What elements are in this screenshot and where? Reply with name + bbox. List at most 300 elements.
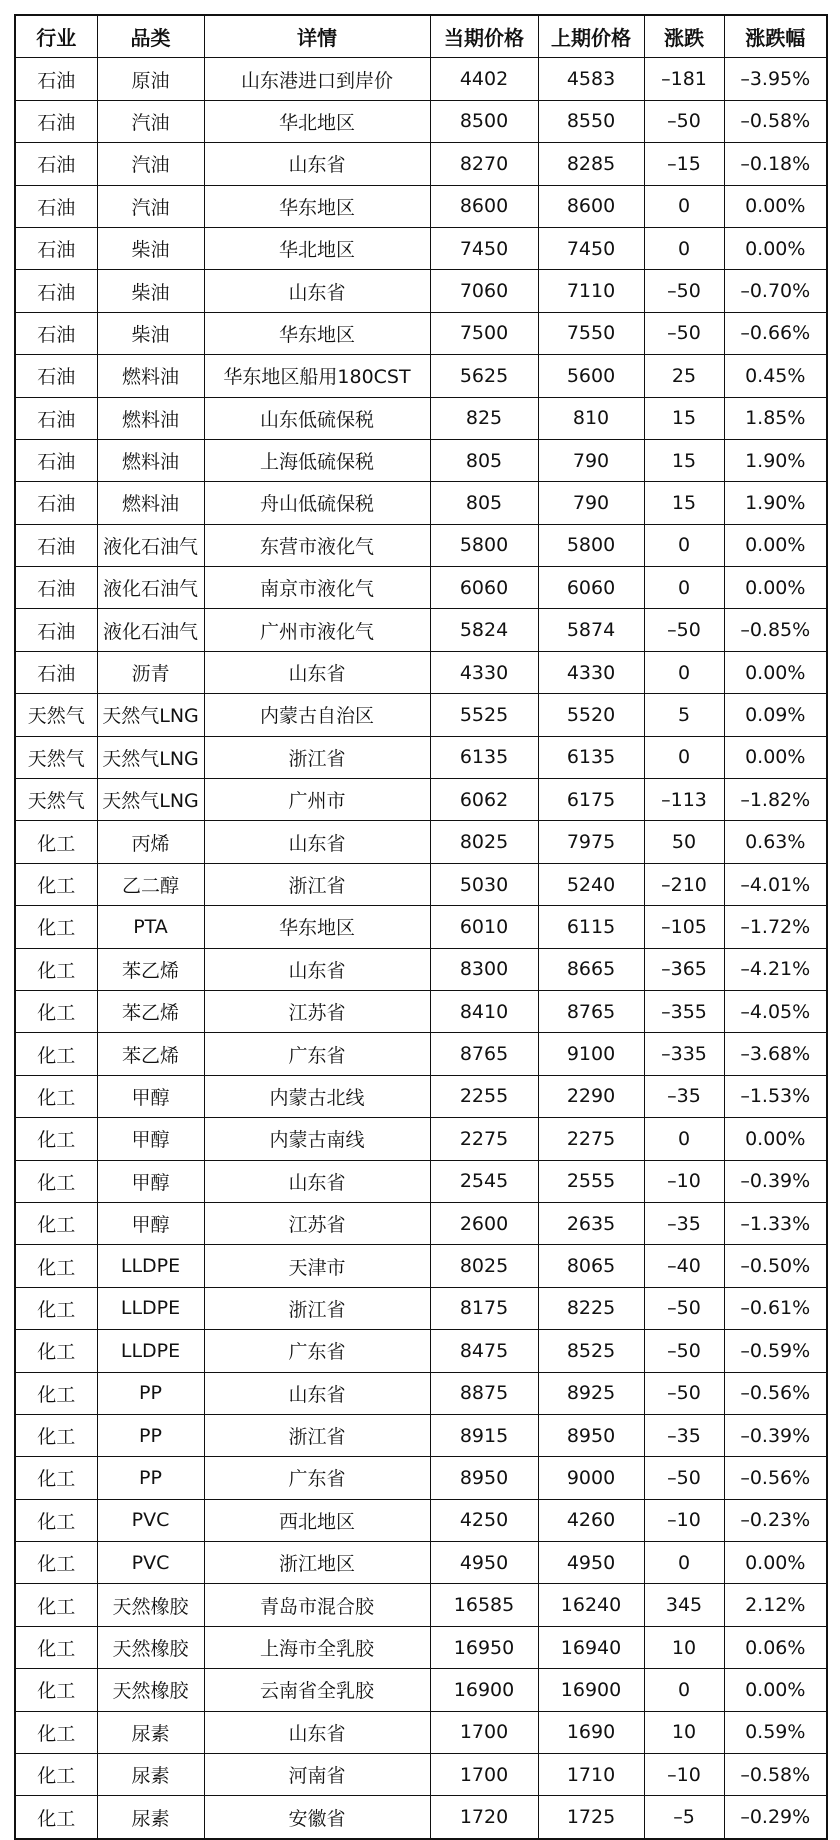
cell-current-price: 2600 xyxy=(430,1202,538,1244)
cell-detail: 江苏省 xyxy=(204,1202,430,1244)
table-row xyxy=(15,58,827,100)
cell-detail: 内蒙古南线 xyxy=(204,1118,430,1160)
cell-previous-price: 16240 xyxy=(538,1584,644,1626)
cell-category: 天然气LNG xyxy=(97,736,204,778)
cell-detail: 江苏省 xyxy=(204,990,430,1032)
cell-change: 0 xyxy=(644,567,724,609)
cell-previous-price: 6135 xyxy=(538,736,644,778)
header-detail: 详情 xyxy=(204,15,430,58)
table-row xyxy=(15,1330,827,1372)
price-table xyxy=(14,14,828,1840)
cell-detail: 南京市液化气 xyxy=(204,567,430,609)
cell-current-price: 16900 xyxy=(430,1669,538,1711)
table-row xyxy=(15,1118,827,1160)
table-row xyxy=(15,1033,827,1075)
cell-change-percent: –0.61% xyxy=(724,1287,827,1329)
cell-previous-price: 8665 xyxy=(538,948,644,990)
table-row xyxy=(15,439,827,481)
cell-change-percent: –3.95% xyxy=(724,58,827,100)
cell-change-percent: 0.00% xyxy=(724,651,827,693)
table-row xyxy=(15,694,827,736)
cell-category: 汽油 xyxy=(97,185,204,227)
cell-current-price: 8600 xyxy=(430,185,538,227)
cell-change-percent: 0.00% xyxy=(724,227,827,269)
cell-change-percent: –0.59% xyxy=(724,1330,827,1372)
cell-category: 液化石油气 xyxy=(97,524,204,566)
cell-industry: 化工 xyxy=(15,1499,97,1541)
cell-detail: 广东省 xyxy=(204,1330,430,1372)
cell-detail: 浙江省 xyxy=(204,1414,430,1456)
cell-change: –50 xyxy=(644,1287,724,1329)
cell-current-price: 7500 xyxy=(430,312,538,354)
cell-change-percent: –1.72% xyxy=(724,906,827,948)
cell-industry: 化工 xyxy=(15,1414,97,1456)
cell-change-percent: –0.70% xyxy=(724,270,827,312)
cell-previous-price: 9000 xyxy=(538,1457,644,1499)
header-change: 涨跌 xyxy=(644,15,724,58)
cell-previous-price: 16900 xyxy=(538,1669,644,1711)
header-current-price: 当期价格 xyxy=(430,15,538,58)
cell-change: –50 xyxy=(644,270,724,312)
cell-change: –50 xyxy=(644,312,724,354)
cell-industry: 石油 xyxy=(15,227,97,269)
cell-change: 0 xyxy=(644,1669,724,1711)
header-industry: 行业 xyxy=(15,15,97,58)
cell-current-price: 8875 xyxy=(430,1372,538,1414)
cell-category: 乙二醇 xyxy=(97,863,204,905)
cell-category: 天然气LNG xyxy=(97,779,204,821)
cell-previous-price: 2275 xyxy=(538,1118,644,1160)
cell-industry: 化工 xyxy=(15,1330,97,1372)
cell-current-price: 6062 xyxy=(430,779,538,821)
cell-industry: 化工 xyxy=(15,1118,97,1160)
cell-change: –113 xyxy=(644,779,724,821)
cell-current-price: 6060 xyxy=(430,567,538,609)
cell-detail: 内蒙古自治区 xyxy=(204,694,430,736)
cell-previous-price: 8285 xyxy=(538,143,644,185)
cell-current-price: 5800 xyxy=(430,524,538,566)
cell-detail: 山东省 xyxy=(204,1711,430,1753)
cell-change: –355 xyxy=(644,990,724,1032)
cell-industry: 化工 xyxy=(15,863,97,905)
cell-detail: 山东省 xyxy=(204,948,430,990)
cell-category: 丙烯 xyxy=(97,821,204,863)
cell-change: –35 xyxy=(644,1075,724,1117)
cell-change-percent: 0.00% xyxy=(724,1118,827,1160)
cell-previous-price: 8550 xyxy=(538,100,644,142)
cell-current-price: 1700 xyxy=(430,1711,538,1753)
cell-detail: 上海低硫保税 xyxy=(204,439,430,481)
cell-change-percent: 1.90% xyxy=(724,482,827,524)
cell-industry: 石油 xyxy=(15,270,97,312)
cell-industry: 石油 xyxy=(15,524,97,566)
cell-industry: 化工 xyxy=(15,1542,97,1584)
cell-category: 柴油 xyxy=(97,270,204,312)
cell-category: 甲醇 xyxy=(97,1118,204,1160)
cell-change-percent: 1.90% xyxy=(724,439,827,481)
cell-change-percent: –4.21% xyxy=(724,948,827,990)
cell-previous-price: 7550 xyxy=(538,312,644,354)
cell-category: 液化石油气 xyxy=(97,609,204,651)
cell-change-percent: –3.68% xyxy=(724,1033,827,1075)
cell-previous-price: 6115 xyxy=(538,906,644,948)
cell-previous-price: 4260 xyxy=(538,1499,644,1541)
cell-industry: 化工 xyxy=(15,906,97,948)
cell-current-price: 5030 xyxy=(430,863,538,905)
cell-detail: 安徽省 xyxy=(204,1796,430,1839)
table-row xyxy=(15,1245,827,1287)
table-row xyxy=(15,1711,827,1753)
cell-industry: 石油 xyxy=(15,58,97,100)
cell-industry: 天然气 xyxy=(15,736,97,778)
cell-previous-price: 5240 xyxy=(538,863,644,905)
cell-change: –50 xyxy=(644,1330,724,1372)
cell-current-price: 4950 xyxy=(430,1542,538,1584)
cell-industry: 石油 xyxy=(15,439,97,481)
cell-industry: 化工 xyxy=(15,1711,97,1753)
cell-previous-price: 7110 xyxy=(538,270,644,312)
cell-current-price: 8025 xyxy=(430,1245,538,1287)
cell-industry: 化工 xyxy=(15,990,97,1032)
cell-category: 甲醇 xyxy=(97,1202,204,1244)
cell-category: LLDPE xyxy=(97,1245,204,1287)
cell-detail: 广州市液化气 xyxy=(204,609,430,651)
cell-detail: 山东省 xyxy=(204,270,430,312)
header-previous-price: 上期价格 xyxy=(538,15,644,58)
cell-change-percent: 0.63% xyxy=(724,821,827,863)
cell-detail: 青岛市混合胶 xyxy=(204,1584,430,1626)
cell-category: 尿素 xyxy=(97,1711,204,1753)
cell-previous-price: 790 xyxy=(538,439,644,481)
cell-change-percent: –0.50% xyxy=(724,1245,827,1287)
cell-change: –50 xyxy=(644,1457,724,1499)
cell-category: PP xyxy=(97,1372,204,1414)
cell-change: 50 xyxy=(644,821,724,863)
cell-industry: 化工 xyxy=(15,948,97,990)
cell-change-percent: 0.00% xyxy=(724,1542,827,1584)
cell-previous-price: 5800 xyxy=(538,524,644,566)
cell-detail: 华北地区 xyxy=(204,100,430,142)
cell-previous-price: 4583 xyxy=(538,58,644,100)
cell-category: 汽油 xyxy=(97,100,204,142)
cell-change-percent: 0.00% xyxy=(724,185,827,227)
cell-current-price: 805 xyxy=(430,482,538,524)
cell-current-price: 8025 xyxy=(430,821,538,863)
cell-change-percent: 0.59% xyxy=(724,1711,827,1753)
cell-current-price: 6135 xyxy=(430,736,538,778)
cell-change: –5 xyxy=(644,1796,724,1839)
table-row xyxy=(15,948,827,990)
cell-current-price: 2255 xyxy=(430,1075,538,1117)
cell-change: –35 xyxy=(644,1414,724,1456)
cell-category: 燃料油 xyxy=(97,439,204,481)
table-row xyxy=(15,227,827,269)
cell-change-percent: –0.85% xyxy=(724,609,827,651)
cell-change: 10 xyxy=(644,1711,724,1753)
table-row xyxy=(15,1075,827,1117)
cell-detail: 华东地区 xyxy=(204,185,430,227)
cell-previous-price: 7975 xyxy=(538,821,644,863)
cell-detail: 浙江省 xyxy=(204,863,430,905)
cell-previous-price: 1725 xyxy=(538,1796,644,1839)
cell-change: –181 xyxy=(644,58,724,100)
table-row xyxy=(15,1202,827,1244)
cell-detail: 山东低硫保税 xyxy=(204,397,430,439)
cell-industry: 石油 xyxy=(15,355,97,397)
cell-change-percent: –0.58% xyxy=(724,100,827,142)
cell-current-price: 4402 xyxy=(430,58,538,100)
cell-detail: 华东地区船用180CST xyxy=(204,355,430,397)
cell-category: PP xyxy=(97,1414,204,1456)
cell-category: 天然橡胶 xyxy=(97,1626,204,1668)
table-row xyxy=(15,906,827,948)
cell-previous-price: 8600 xyxy=(538,185,644,227)
table-row xyxy=(15,651,827,693)
cell-change: 0 xyxy=(644,227,724,269)
cell-industry: 石油 xyxy=(15,609,97,651)
cell-change: –210 xyxy=(644,863,724,905)
table-row xyxy=(15,779,827,821)
cell-current-price: 4330 xyxy=(430,651,538,693)
cell-detail: 山东省 xyxy=(204,821,430,863)
cell-previous-price: 9100 xyxy=(538,1033,644,1075)
cell-previous-price: 4330 xyxy=(538,651,644,693)
cell-change-percent: 1.85% xyxy=(724,397,827,439)
table-row xyxy=(15,1542,827,1584)
cell-industry: 石油 xyxy=(15,312,97,354)
cell-industry: 化工 xyxy=(15,1202,97,1244)
cell-change-percent: –0.39% xyxy=(724,1160,827,1202)
table-row xyxy=(15,1414,827,1456)
cell-current-price: 1700 xyxy=(430,1754,538,1796)
header-category: 品类 xyxy=(97,15,204,58)
table-row xyxy=(15,100,827,142)
table-row xyxy=(15,143,827,185)
cell-industry: 石油 xyxy=(15,185,97,227)
table-row xyxy=(15,736,827,778)
cell-industry: 天然气 xyxy=(15,779,97,821)
cell-change: –105 xyxy=(644,906,724,948)
cell-current-price: 16950 xyxy=(430,1626,538,1668)
cell-change-percent: –0.18% xyxy=(724,143,827,185)
cell-current-price: 825 xyxy=(430,397,538,439)
cell-change-percent: 0.06% xyxy=(724,1626,827,1668)
cell-change-percent: 0.00% xyxy=(724,736,827,778)
cell-category: 尿素 xyxy=(97,1796,204,1839)
table-row xyxy=(15,1754,827,1796)
cell-category: 柴油 xyxy=(97,227,204,269)
cell-current-price: 8410 xyxy=(430,990,538,1032)
header-change-percent: 涨跌幅 xyxy=(724,15,827,58)
cell-change-percent: –0.66% xyxy=(724,312,827,354)
cell-previous-price: 8765 xyxy=(538,990,644,1032)
cell-change: 0 xyxy=(644,651,724,693)
table-row xyxy=(15,1499,827,1541)
cell-detail: 舟山低硫保税 xyxy=(204,482,430,524)
cell-industry: 化工 xyxy=(15,821,97,863)
table-row xyxy=(15,270,827,312)
cell-detail: 河南省 xyxy=(204,1754,430,1796)
cell-change: –50 xyxy=(644,609,724,651)
cell-detail: 东营市液化气 xyxy=(204,524,430,566)
cell-change-percent: 0.00% xyxy=(724,1669,827,1711)
cell-category: 天然气LNG xyxy=(97,694,204,736)
table-row xyxy=(15,355,827,397)
cell-category: 天然橡胶 xyxy=(97,1584,204,1626)
cell-change: 15 xyxy=(644,482,724,524)
cell-previous-price: 2290 xyxy=(538,1075,644,1117)
cell-category: 燃料油 xyxy=(97,397,204,439)
cell-change-percent: 0.00% xyxy=(724,567,827,609)
cell-change: –365 xyxy=(644,948,724,990)
cell-detail: 山东港进口到岸价 xyxy=(204,58,430,100)
cell-previous-price: 6175 xyxy=(538,779,644,821)
cell-current-price: 5824 xyxy=(430,609,538,651)
cell-change-percent: –0.39% xyxy=(724,1414,827,1456)
cell-industry: 石油 xyxy=(15,397,97,439)
cell-previous-price: 5600 xyxy=(538,355,644,397)
cell-industry: 石油 xyxy=(15,651,97,693)
cell-current-price: 5525 xyxy=(430,694,538,736)
table-row xyxy=(15,397,827,439)
table-row xyxy=(15,185,827,227)
cell-change: –10 xyxy=(644,1754,724,1796)
cell-current-price: 805 xyxy=(430,439,538,481)
cell-current-price: 8500 xyxy=(430,100,538,142)
table-row xyxy=(15,482,827,524)
cell-change: –35 xyxy=(644,1202,724,1244)
cell-detail: 天津市 xyxy=(204,1245,430,1287)
table-row xyxy=(15,863,827,905)
cell-current-price: 8270 xyxy=(430,143,538,185)
cell-change-percent: –4.01% xyxy=(724,863,827,905)
cell-current-price: 8475 xyxy=(430,1330,538,1372)
table-row xyxy=(15,312,827,354)
cell-category: 天然橡胶 xyxy=(97,1669,204,1711)
cell-detail: 浙江地区 xyxy=(204,1542,430,1584)
cell-detail: 广州市 xyxy=(204,779,430,821)
table-row xyxy=(15,1287,827,1329)
price-table-container xyxy=(14,14,826,1840)
cell-detail: 华北地区 xyxy=(204,227,430,269)
cell-previous-price: 790 xyxy=(538,482,644,524)
cell-category: 汽油 xyxy=(97,143,204,185)
cell-detail: 山东省 xyxy=(204,651,430,693)
cell-category: 燃料油 xyxy=(97,355,204,397)
cell-previous-price: 2635 xyxy=(538,1202,644,1244)
table-row xyxy=(15,524,827,566)
cell-detail: 山东省 xyxy=(204,1160,430,1202)
table-row xyxy=(15,567,827,609)
cell-category: 液化石油气 xyxy=(97,567,204,609)
cell-previous-price: 810 xyxy=(538,397,644,439)
cell-industry: 石油 xyxy=(15,143,97,185)
table-body xyxy=(15,58,827,1839)
cell-change-percent: 0.09% xyxy=(724,694,827,736)
header-row xyxy=(15,15,827,58)
cell-previous-price: 16940 xyxy=(538,1626,644,1668)
cell-category: 燃料油 xyxy=(97,482,204,524)
cell-change-percent: –1.33% xyxy=(724,1202,827,1244)
cell-change: 25 xyxy=(644,355,724,397)
cell-change: 0 xyxy=(644,185,724,227)
cell-detail: 云南省全乳胶 xyxy=(204,1669,430,1711)
cell-change-percent: –0.56% xyxy=(724,1372,827,1414)
cell-industry: 化工 xyxy=(15,1245,97,1287)
cell-change: 0 xyxy=(644,736,724,778)
cell-current-price: 8765 xyxy=(430,1033,538,1075)
cell-industry: 化工 xyxy=(15,1754,97,1796)
cell-change-percent: –1.82% xyxy=(724,779,827,821)
table-row xyxy=(15,821,827,863)
cell-change: –10 xyxy=(644,1499,724,1541)
cell-current-price: 7060 xyxy=(430,270,538,312)
cell-category: LLDPE xyxy=(97,1287,204,1329)
cell-current-price: 1720 xyxy=(430,1796,538,1839)
cell-change-percent: –0.23% xyxy=(724,1499,827,1541)
cell-industry: 化工 xyxy=(15,1160,97,1202)
cell-current-price: 8915 xyxy=(430,1414,538,1456)
cell-industry: 化工 xyxy=(15,1287,97,1329)
cell-previous-price: 1710 xyxy=(538,1754,644,1796)
cell-detail: 山东省 xyxy=(204,143,430,185)
cell-change: 0 xyxy=(644,524,724,566)
cell-previous-price: 5874 xyxy=(538,609,644,651)
table-header xyxy=(15,15,827,58)
cell-previous-price: 8065 xyxy=(538,1245,644,1287)
cell-category: 柴油 xyxy=(97,312,204,354)
cell-detail: 上海市全乳胶 xyxy=(204,1626,430,1668)
cell-change-percent: 2.12% xyxy=(724,1584,827,1626)
table-row xyxy=(15,1626,827,1668)
table-row xyxy=(15,609,827,651)
cell-industry: 化工 xyxy=(15,1033,97,1075)
cell-previous-price: 6060 xyxy=(538,567,644,609)
cell-industry: 石油 xyxy=(15,482,97,524)
table-row xyxy=(15,1372,827,1414)
cell-change-percent: –0.58% xyxy=(724,1754,827,1796)
cell-detail: 浙江省 xyxy=(204,1287,430,1329)
table-row xyxy=(15,1160,827,1202)
cell-category: 苯乙烯 xyxy=(97,948,204,990)
cell-previous-price: 8225 xyxy=(538,1287,644,1329)
cell-current-price: 2275 xyxy=(430,1118,538,1160)
table-row xyxy=(15,1796,827,1839)
cell-category: 甲醇 xyxy=(97,1075,204,1117)
cell-change-percent: 0.00% xyxy=(724,524,827,566)
cell-current-price: 8175 xyxy=(430,1287,538,1329)
cell-category: 尿素 xyxy=(97,1754,204,1796)
cell-industry: 石油 xyxy=(15,100,97,142)
cell-change-percent: –0.29% xyxy=(724,1796,827,1839)
cell-previous-price: 8950 xyxy=(538,1414,644,1456)
cell-change-percent: –1.53% xyxy=(724,1075,827,1117)
cell-detail: 浙江省 xyxy=(204,736,430,778)
cell-previous-price: 5520 xyxy=(538,694,644,736)
cell-current-price: 8950 xyxy=(430,1457,538,1499)
cell-previous-price: 4950 xyxy=(538,1542,644,1584)
cell-change: 0 xyxy=(644,1542,724,1584)
table-row xyxy=(15,1669,827,1711)
cell-change: –10 xyxy=(644,1160,724,1202)
cell-current-price: 4250 xyxy=(430,1499,538,1541)
cell-detail: 广东省 xyxy=(204,1033,430,1075)
cell-change: 15 xyxy=(644,397,724,439)
cell-change-percent: –0.56% xyxy=(724,1457,827,1499)
cell-industry: 化工 xyxy=(15,1075,97,1117)
cell-category: 苯乙烯 xyxy=(97,990,204,1032)
cell-detail: 山东省 xyxy=(204,1372,430,1414)
